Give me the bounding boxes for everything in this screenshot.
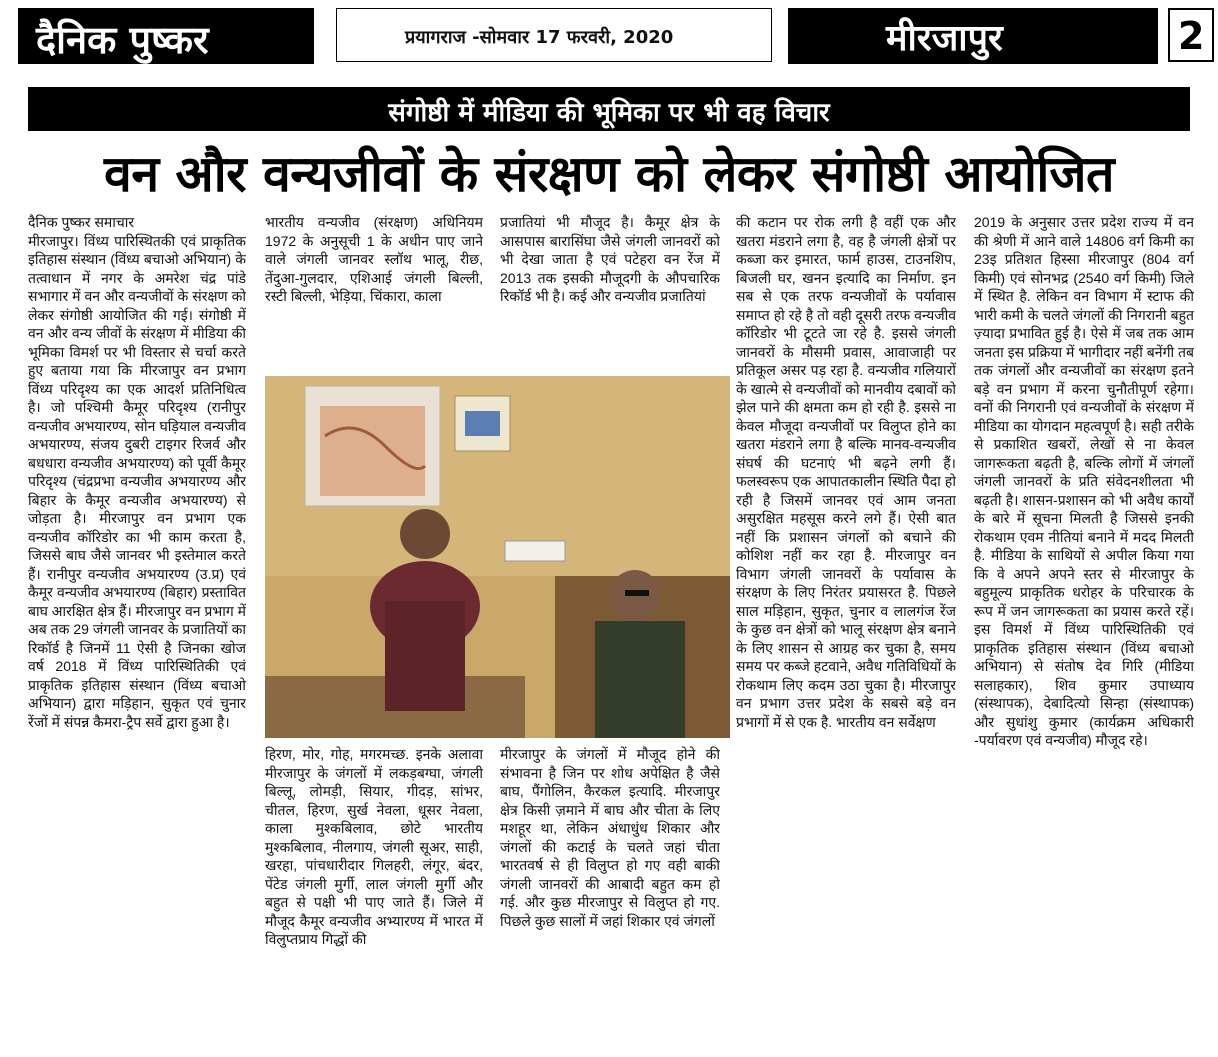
- byline: दैनिक पुष्कर समाचार: [28, 214, 135, 230]
- city-name: मीरजापुर: [886, 17, 1003, 59]
- column-3-bottom-text: मीरजापुर के जंगलों में मौजूद होने की संभावना है जिन पर शोध अपेक्षित है जैसे बाघ, पैंगोलिन, कैरकल इत्यादि. मीरजापुर क्षेत्र किसी ज़माने में बाघ और चीता के लिए मशहूर था, लेकिन अंधाधुंध शिकार और जंगलों की कटाई के चलते जहां चीता भारतवर्ष से ही विलुप्त हो गए वही बाकी जंगली जानवरों की आबादी बहुत कम हो गई. और कुछ मीरजापुर से विलुप्त हो गए. पिछले कुछ सालों में जहां शिकार एवं जंगलों: [500, 746, 720, 929]
- kicker-banner: [28, 87, 1190, 131]
- article-column-5: [974, 213, 1194, 1043]
- article-column-3-top: [500, 213, 720, 363]
- newspaper-name-box: [18, 8, 314, 64]
- article-column-2-top: [265, 213, 483, 363]
- column-2-bottom-text: हिरण, मोर, गोह, मगरमच्छ. इनके अलावा मीरजापुर के जंगलों में लकड़बग्घा, जंगली बिल्लू, लोमड़ी, सियार, गीदड़, सांभर, चीतल, हिरण, सुर्ख नेवला, धूसर नेवला, काला मुश्कबिलाव, छोटे भारतीय मुश्कबिलाव, नीलगाय, जंगली सूअर, साही, खरहा, पांचधारीदार गिलहरी, लंगूर, बंदर, पेंटेड जंगली मुर्गी, लाल जंगली मुर्गी और बहुत से पक्षी भी पाए जाते हैं। जिले में मौजूद कैमूर वन्यजीव अभ्यारण्य में भारत में विलुप्तप्राय गिद्धों की: [265, 746, 483, 947]
- dateline-box: [336, 8, 772, 62]
- page-number: 2: [1178, 14, 1205, 58]
- column-2-top-text: भारतीय वन्यजीव (संरक्षण) अधिनियम 1972 के अनुसूची 1 के अधीन पाए जाने वाले जंगली जानवर स्लॉथ भालू, रीछ, तेंदुआ-गुलदार, एशिआई जंगली बिल्ली, रस्टी बिल्ली, भेड़िया, चिंकारा, काला: [265, 214, 483, 304]
- event-photo: [265, 376, 730, 738]
- masthead: [18, 8, 1206, 66]
- article-column-2-bottom: [265, 745, 483, 1043]
- kicker-text: संगोष्ठी में मीडिया की भूमिका पर भी वह विचार: [388, 98, 830, 128]
- column-1-text: मीरजापुर। विंध्य पारिस्थितकी एवं प्राकृतिक इतिहास संस्थान (विंध्य बचाओ अभियान) के तत्वाधान में नगर के अमरेश चंद्र पांडे सभागार में वन और वन्यजीवों के संरक्षण को लेकर संगोष्ठी आयोजित की गई। संगोष्ठी में वन और वन्य जीवों के संरक्षण में मीडिया की भूमिका विमर्श पर भी विस्तार से चर्चा करते हुए बताया गया कि मीरजापुर वन प्रभाग विंध्य परिदृश्य का एक आदर्श प्रतिनिधित्व है। जो पश्चिमी कैमूर परिदृश्य (रानीपुर वन्यजीव अभयारण्य, सोन घड़ियाल वन्यजीव अभयारण्य, संजय दुबरी टाइगर रिजर्व और बधधारा वन्यजीव अभयारण्य) को पूर्वी कैमूर परिदृश्य (चंद्रप्रभा वन्यजीव अभयारण्य और बिहार के कैमूर वन्यजीव अभयारण्य) से जोड़ता है। मीरजापुर वन प्रभाग एक वन्यजीव कॉरिडोर का भी काम करता है, जिससे बाघ जैसे जानवर भी इस्तेमाल करते हैं। रानीपुर वन्यजीव अभयारण्य (उ.प्र) एवं कैमूर वन्यजीव अभयारण्य (बिहार) प्रस्तावित बाघ आरक्षित क्षेत्र हैं। मीरजापुर वन प्रभाग में अब तक 29 जंगली जानवर के प्रजातियों का रिकॉर्ड है जिनमें 11 ऐसी है जिनका खोज वर्ष 2018 में विंध्य पारिस्थितिकी एवं प्राकृतिक इतिहास संस्थान (विंध्य बचाओ अभियान) द्वारा मड़िहान, सुकृत एवं चुनार रेंजों में संपन्न कैमरा-ट्रैप सर्वे द्वारा हुआ है।: [28, 232, 246, 730]
- article-column-1: [28, 213, 246, 1043]
- column-4-text: की कटान पर रोक लगी है वहीं एक और खतरा मंडराने लगा है, वह है जंगली क्षेत्रों पर कब्जा कर इमारत, फार्म हाउस, टाउनशिप, बिजली घर, खनन इत्यादि का निर्माण. इन सब से एक तरफ वन्यजीवों के पर्यावास समाप्त हो रहे है तो वही दूसरी तरफ वन्यजीव कॉरिडोर भी टूटते जा रहे है. इससे जंगली जानवरों के मौसमी प्रवास, आवाजाही पर प्रतिकूल असर पड़ रहा है. वन्यजीव गलियारों के खात्मे से वन्यजीवों को मानवीय दबावों को झेल पाने की क्षमता कम हो रही है. इससे ना केवल मौजूदा वन्यजीवों पर विलुप्त होने का खतरा मंडराने लगा है बल्कि मानव-वन्यजीव संघर्ष की घटनाएं भी बढ़ने लगी हैं। फलस्वरूप एक आपातकालीन स्थिति पैदा हो रही है जिसमें जानवर एवं आम जनता असुरक्षित महसूस करने लगे हैं। ऐसी बात नहीं कि प्रशासन जंगलों को बचाने की कोशिश नहीं कर रहा है. मीरजापुर वन विभाग जंगली जानवरों के पर्यावास के संरक्षण के लिए निरंतर प्रयासरत है. पिछले साल मड़िहान, सुकृत, चुनार व लालगंज रेंज के कुछ वन क्षेत्रों को भालू संरक्षण क्षेत्र बनाने के लिए शासन से आग्रह कर चुका है, समय समय पर कब्जे हटवाने, अवैध गतिविधियों के रोकथाम लिए कदम उठा चुका है। मीरजापुर वन प्रभाग उत्तर प्रदेश के सबसे बड़े वन प्रभागों में से एक है. भारतीय वन सर्वेक्षण: [736, 214, 956, 730]
- page-number-box: [1168, 8, 1214, 62]
- column-3-top-text: प्रजातियां भी मौजूद है। कैमूर क्षेत्र के आसपास बारासिंघा जैसे जंगली जानवरों को भी देखा जाता है एवं पटेहरा वन रेंज में 2013 तक इसकी मौजूदगी के औपचारिक रिकॉर्ड भी है। कई और वन्यजीव प्रजातियां: [500, 214, 720, 304]
- dateline: प्रयागराज -सोमवार 17 फरवरी, 2020: [405, 27, 674, 48]
- article-column-3-bottom: [500, 745, 720, 1043]
- newspaper-name: दैनिक पुष्कर: [36, 17, 209, 62]
- column-5-text: 2019 के अनुसार उत्तर प्रदेश राज्य में वन की श्रेणी में आने वाले 14806 वर्ग किमी का 23इ प्रतिशत हिस्सा मीरजापुर (804 वर्ग किमी) एवं सोनभद्र (2540 वर्ग किमी) जिले में स्थित है. लेकिन वन विभाग में स्टाफ की भारी कमी के चलते जंगलों की निगरानी बहुत ज़्यादा प्रभावित हुई है। ऐसे में जब तक आम जनता इस प्रक्रिया में भागीदार नहीं बनेंगी तब तक जंगलों और वन्यजीवों का संरक्षण इतने बड़े वन प्रभाग में करना चुनौतीपूर्ण रहेगा। वनों की निगरानी एवं वन्यजीवों के संरक्षण में मीडिया का योगदान महत्वपूर्ण है। सही तरीके से प्रकाशित खबरों, लेखों से ना केवल जागरूकता बढ़ती है, बल्कि लोगों में जंगलों जंगली जानवरों के प्रति संवेदनशीलता भी बढ़ती है। शासन-प्रशासन को भी अवैध कार्यों के बारे में सूचना मिलती है जिससे इनकी रोकथाम एवम नीतियां बनाने में मदद मिलती है. मीडिया के साथियों से अपील किया गया कि वे अपने अपने स्तर से मीरजापुर के बहुमूल्य प्राकृतिक धरोहर के परिचारक के रूप में जन जागरूकता का प्रयास करते रहें। इस विमर्श में विंध्य पारिस्थितिकी एवं प्राकृतिक इतिहास संस्थान (विंध्य बचाओ अभियान) से संतोष देव गिरि (मीडिया सलाहकार), शिव कुमार उपाध्याय (संस्थापक), देबादित्यो सिन्हा (संस्थापक) और सुधांशु कुमार (कार्यक्रम अधिकारी -पर्यावरण एवं वन्यजीव) मौजूद रहे।: [974, 214, 1194, 748]
- article-column-4: [736, 213, 956, 1043]
- city-box: [788, 8, 1158, 64]
- headline: वन और वन्यजीवों के संरक्षण को लेकर संगोष्ठी आयोजित: [104, 145, 1114, 203]
